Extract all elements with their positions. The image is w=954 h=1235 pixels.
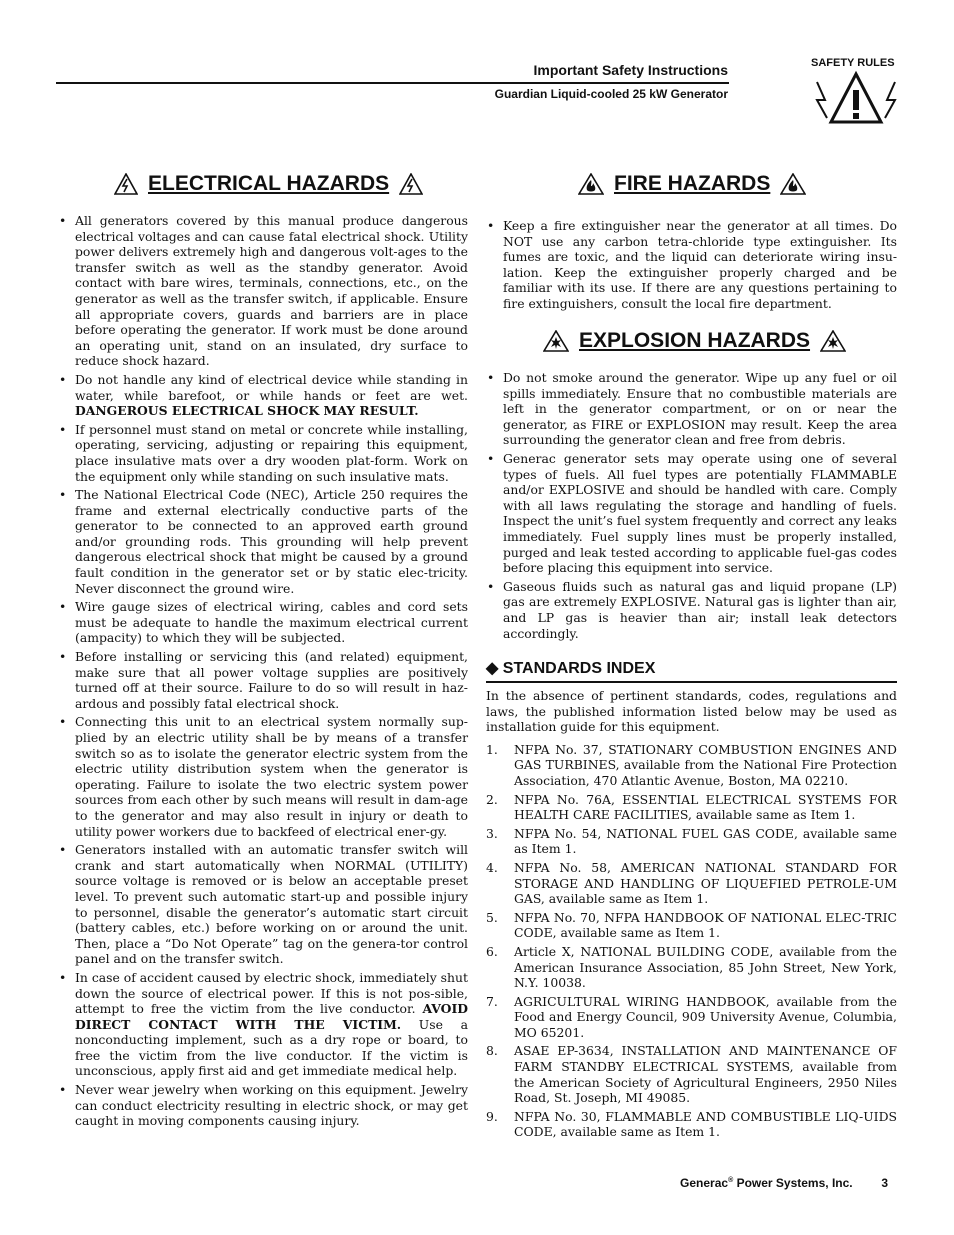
list-item: • Generators installed with an automatic transfer switch will crank and start automatically when NORMAL (UTILITY) source voltage is removed or is below an acceptable preset level. To prevent such automatic start-up and possible injury to personnel, disable the generator’s automatic start circuit (battery cables, etc.) before working on or around the unit. Then, place a “Do Not Operate” tag on the genera-tor control panel and on the transfer switch. [58,842,468,967]
list-item: • Connecting this unit to an electrical system normally sup-plied by an electric utility shall be by means of a transfer switch so as to isolate the generator electric system from the electric utility distribution system when the generator is operating. Failure to isolate the two electric system power sources from each other by such means will result in dam-age to the generator and may also result in injury or death to utility power workers due to backfeed of electrical ener-gy. [58,714,468,839]
electrical-warning-icon [114,173,138,195]
list-item: 1. NFPA No. 37, STATIONARY COMBUSTION ENGINES AND GAS TURBINES, available from the National Fire Protection Association, 470 Atlantic Avenue, Boston, MA 02210. [486,741,897,788]
explosion-hazards-heading [543,329,846,353]
list-item: • Generac generator sets may operate using one of several types of fuels. All fuel types are potentially FLAMMABLE and/or EXPLOSIVE and should be handled with care. Comply with all laws regulating the storage and handling of fuels. Inspect the unit’s fuel system frequently and correct any leaks immediately. Fuel supply lines must be properly installed, purged and leak tested according to applicable fuel-gas codes before placing this equipment into service. [486,451,897,576]
fire-hazards-title: FIRE HAZARDS [614,172,771,195]
electrical-warning-icon [399,173,423,195]
fire-warning-icon [578,173,604,195]
list-item: • If personnel must stand on metal or concrete while installing, operating, servicing, adjusting or repairing this equipment, place insulative mats over a dry wooden plat-form. Work on the equipment only while standing on such insulative mats. [58,422,468,484]
footer-company: Generac [680,1176,729,1190]
list-item: • Do not handle any kind of electrical device while standing in water, while barefoot, or while hands or feet are wet. DANGEROUS ELECTRICAL SHOCK MAY RESULT. [58,372,468,419]
explosion-warning-icon [820,330,846,352]
list-item: 5. NFPA No. 70, NFPA HANDBOOK OF NATIONAL ELEC-TRIC CODE, available same as Item 1. [486,909,897,941]
list-item: • All generators covered by this manual produce dangerous electrical voltages and can cause fatal electrical shock. Utility power delivers extremely high and dangerous volt-ages to the transfer switch as well as the standby generator. Avoid contact with bare wires, terminals, connections, etc., on the generator as well as the transfer switch, if applicable. Ensure all appropriate covers, guards and barriers are in place before operating the generator. If work must be done around an operating unit, stand on an insulated, dry surface to reduce shock hazard. [58,213,468,369]
footer-company-rest: Power Systems, Inc. [733,1176,853,1190]
fire-warning-icon [780,173,806,195]
diamond-icon: ◆ [486,660,499,677]
header-rule [56,82,729,84]
header-title: Important Safety Instructions [533,62,728,78]
standards-index-title: STANDARDS INDEX [502,660,656,677]
header-subtitle: Guardian Liquid-cooled 25 kW Generator [494,87,728,101]
list-item: 7. AGRICULTURAL WIRING HANDBOOK, available from the Food and Energy Council, 909 University Avenue, Columbia, MO 65201. [486,993,897,1040]
list-item: • Gaseous fluids such as natural gas and liquid propane (LP) gas are extremely EXPLOSIVE. Natural gas is lighter than air, and LP gas is heavier than air; install leak detectors accordingly. [486,579,897,641]
safety-rules-label: SAFETY RULES [811,57,895,69]
list-item: 3. NFPA No. 54, NATIONAL FUEL GAS CODE, available same as Item 1. [486,825,897,857]
list-item: • Before installing or servicing this (and related) equipment, make sure that all power voltage supplies are positively turned off at their source. Failure to do so will result in haz-ardous and possibly fatal electrical shock. [58,649,468,711]
list-item: 2. NFPA No. 76A, ESSENTIAL ELECTRICAL SYSTEMS FOR HEALTH CARE FACILITIES, available same as Item 1. [486,791,897,823]
fire-hazards-section [486,218,897,315]
list-item: 6. Article X, NATIONAL BUILDING CODE, available from the American Insurance Association, 85 John Street, New York, N.Y. 10038. [486,943,897,991]
explosion-hazards-title: EXPLOSION HAZARDS [579,329,811,352]
list-item: • Do not smoke around the generator. Wipe up any fuel or oil spills immediately. Ensure that no combustible materials are left in the generator compartment, or on or near the generator, as FIRE or EXPLOSION may result. Keep the area surrounding the generator clean and free from debris. [486,370,897,448]
safety-rules-warning-icon [813,70,899,126]
fire-hazards-list [486,218,897,312]
page-footer [680,1176,888,1190]
list-item: 9. NFPA No. 30, FLAMMABLE AND COMBUSTIBLE LIQ-UIDS CODE, available same as Item 1. [486,1108,897,1140]
standards-index-heading [486,658,897,683]
list-item: • Never wear jewelry when working on this equipment. Jewelry can conduct electricity resulting in electric shock, or may get caught in moving components causing injury. [58,1082,468,1129]
list-item: • Wire gauge sizes of electrical wiring, cables and cord sets must be adequate to handle the maximum electrical current (ampacity) to which they will be subjected. [58,599,468,646]
list-item: • In case of accident caused by electric shock, immediately shut down the source of electrical power. If this is not pos-sible, attempt to free the victim from the live conductor. AVOID DIRECT CONTACT WITH THE VICTIM. Use a nonconducting implement, such as a dry rope or board, to free the victim from the live conductor. If the victim is unconscious, apply first aid and get immediate medical help. [58,970,468,1079]
list-item: • Keep a fire extinguisher near the generator at all times. Do NOT use any carbon tetra-chloride type extinguisher. Its fumes are toxic, and the liquid can deteriorate wiring insu-lation. Keep the extinguisher properly charged and be familiar with its use. If there are any questions pertaining to fire extinguishers, consult the local fire department. [486,218,897,312]
list-item: 4. NFPA No. 58, AMERICAN NATIONAL STANDARD FOR STORAGE AND HANDLING OF LIQUEFIED PETROLE-UM GAS, available same as Item 1. [486,859,897,907]
explosion-warning-icon [543,330,569,352]
electrical-hazards-title: ELECTRICAL HAZARDS [148,172,390,195]
standards-list [486,742,897,1140]
fire-hazards-heading [578,172,806,196]
electrical-hazards-heading [114,172,423,196]
standards-index-section [486,688,897,1143]
electrical-hazards-list [58,213,468,1129]
list-item: 8. ASAE EP-3634, INSTALLATION AND MAINTENANCE OF FARM STANDBY ELECTRICAL SYSTEMS, available from the American Society of Agricultural Engineers, 2950 Niles Road, St. Joseph, MI 49085. [486,1043,897,1106]
list-item: • The National Electrical Code (NEC), Article 250 requires the frame and external electrically conductive parts of the generator to be connected to an approved earth ground and/or grounding rods. This grounding will help prevent dangerous electrical shock that might be caused by a ground fault condition in the generator set or by static elec-tricity. Never disconnect the ground wire. [58,487,468,596]
standards-intro: In the absence of pertinent standards, codes, regulations and laws, the published information listed below may be used as installation guide for this equipment. [486,688,897,735]
electrical-hazards-section [58,213,468,1132]
registered-mark: ® [728,1177,734,1184]
explosion-hazards-list [486,370,897,641]
explosion-hazards-section [486,370,897,644]
page-number: 3 [881,1176,888,1190]
